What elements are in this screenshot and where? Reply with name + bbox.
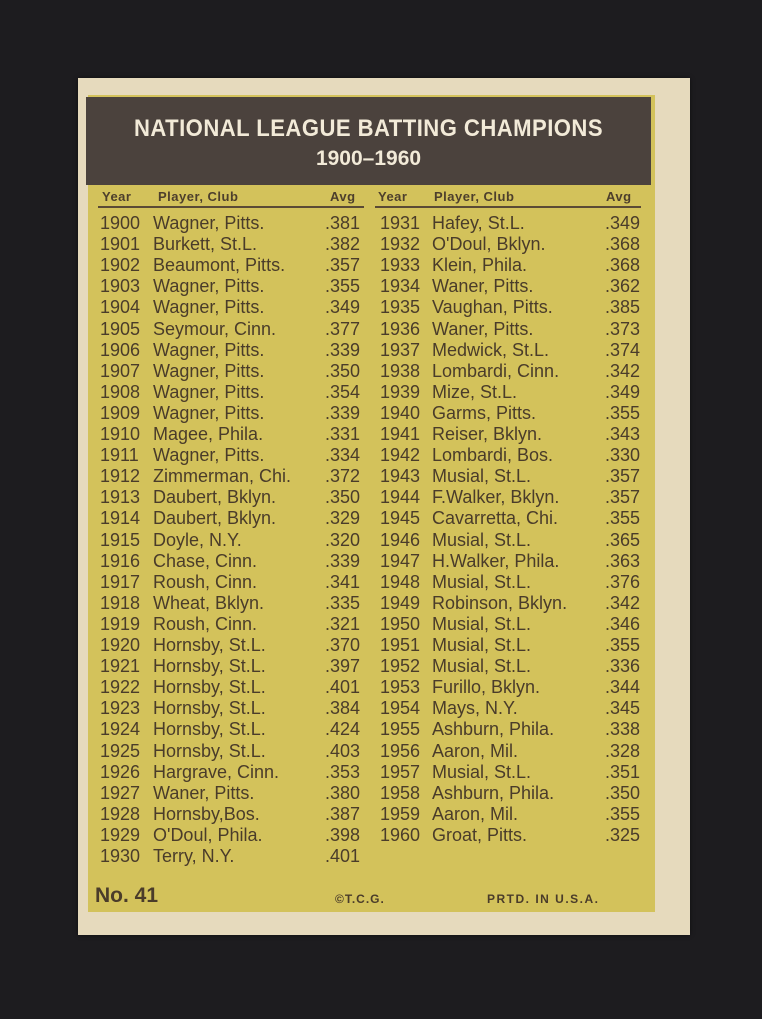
player-cell: Ashburn, Phila. — [432, 782, 555, 803]
player-cell: Groat, Pitts. — [432, 824, 528, 845]
player-cell: Lombardi, Bos. — [432, 445, 554, 466]
avg-cell: .320 — [324, 529, 360, 550]
year-cell: 1919 — [100, 613, 141, 634]
player-cell: Musial, St.L. — [432, 613, 532, 634]
col-avg-right: Avg — [606, 189, 632, 204]
table-row — [0, 635, 762, 656]
year-cell: 1918 — [100, 592, 141, 613]
year-cell: 1938 — [380, 360, 421, 381]
year-cell: 1960 — [380, 824, 421, 845]
avg-cell: .345 — [604, 698, 640, 719]
player-cell: Hornsby, St.L. — [153, 719, 266, 740]
table-row — [0, 783, 762, 804]
player-cell: Hafey, St.L. — [432, 213, 525, 233]
year-cell: 1931 — [380, 213, 421, 233]
year-cell: 1945 — [380, 508, 421, 529]
player-cell: Wagner, Pitts. — [153, 402, 265, 423]
year-cell: 1925 — [100, 740, 141, 761]
avg-cell: .339 — [324, 402, 360, 423]
player-cell: Beaumont, Pitts. — [153, 255, 286, 276]
avg-cell: .328 — [604, 740, 640, 761]
player-cell: Daubert, Bklyn. — [153, 487, 277, 508]
year-cell: 1917 — [100, 571, 141, 592]
player-cell: Garms, Pitts. — [432, 402, 537, 423]
table-row — [0, 741, 762, 762]
table-row — [0, 551, 762, 572]
avg-cell: .342 — [604, 592, 640, 613]
player-cell: Wagner, Pitts. — [153, 276, 265, 297]
year-cell: 1901 — [100, 234, 141, 255]
avg-cell: .355 — [604, 508, 640, 529]
table-row — [0, 719, 762, 740]
table-row — [0, 762, 762, 783]
printed-in: PRTD. IN U.S.A. — [487, 892, 600, 906]
player-cell: Roush, Cinn. — [153, 571, 258, 592]
table-row — [0, 340, 762, 361]
player-cell: Wagner, Pitts. — [153, 381, 265, 402]
year-cell: 1935 — [380, 297, 421, 318]
player-cell: Mize, St.L. — [432, 381, 518, 402]
year-cell: 1902 — [100, 255, 141, 276]
avg-cell: .382 — [324, 234, 360, 255]
player-cell: Mays, N.Y. — [432, 698, 518, 719]
year-cell: 1948 — [380, 571, 421, 592]
table-row — [0, 466, 762, 487]
year-cell: 1907 — [100, 360, 141, 381]
card-title: NATIONAL LEAGUE BATTING CHAMPIONS — [133, 115, 604, 142]
player-cell: Chase, Cinn. — [153, 550, 258, 571]
col-player-right: Player, Club — [434, 189, 515, 204]
year-cell: 1958 — [380, 782, 421, 803]
year-cell: 1946 — [380, 529, 421, 550]
table-row — [0, 593, 762, 614]
avg-cell: .374 — [604, 339, 640, 360]
col-avg-left: Avg — [330, 189, 356, 204]
table-row — [0, 656, 762, 677]
year-cell: 1908 — [100, 381, 141, 402]
year-cell: 1904 — [100, 297, 141, 318]
player-cell: Waner, Pitts. — [432, 318, 534, 339]
avg-cell: .357 — [324, 255, 360, 276]
player-cell: Robinson, Bklyn. — [432, 592, 568, 613]
year-cell: 1949 — [380, 592, 421, 613]
year-cell: 1913 — [100, 487, 141, 508]
year-cell: 1927 — [100, 782, 141, 803]
table-row — [0, 403, 762, 424]
avg-cell: .351 — [604, 761, 640, 782]
avg-cell: .397 — [324, 656, 360, 677]
avg-cell: .357 — [604, 487, 640, 508]
avg-cell: .355 — [604, 803, 640, 824]
player-cell: Klein, Phila. — [432, 255, 528, 276]
table-row — [0, 297, 762, 318]
year-cell: 1920 — [100, 635, 141, 655]
year-cell: 1921 — [100, 656, 141, 677]
avg-cell: .349 — [604, 213, 640, 233]
table-row — [0, 382, 762, 403]
col-player-left: Player, Club — [158, 189, 239, 204]
avg-cell: .354 — [324, 381, 360, 402]
player-cell: Hargrave, Cinn. — [153, 761, 280, 782]
player-cell: O'Doul, Phila. — [153, 824, 263, 845]
avg-cell: .339 — [324, 339, 360, 360]
avg-cell: .403 — [324, 740, 360, 761]
col-year-left: Year — [102, 189, 132, 204]
table-row — [0, 698, 762, 719]
avg-cell: .346 — [604, 613, 640, 634]
card-number: No. 41 — [95, 884, 159, 907]
year-cell: 1922 — [100, 677, 141, 698]
avg-cell: .349 — [324, 297, 360, 318]
table-row — [0, 276, 762, 297]
player-cell: Musial, St.L. — [432, 529, 532, 550]
avg-cell: .362 — [604, 276, 640, 297]
player-cell: Waner, Pitts. — [432, 276, 534, 297]
avg-cell: .344 — [604, 677, 640, 698]
avg-cell: .329 — [324, 508, 360, 529]
table-row — [0, 424, 762, 445]
year-cell: 1903 — [100, 276, 141, 297]
player-cell: Wagner, Pitts. — [153, 360, 265, 381]
player-cell: Hornsby, St.L. — [153, 677, 266, 698]
avg-cell: .355 — [604, 635, 640, 655]
player-cell: F.Walker, Bklyn. — [432, 487, 560, 508]
player-cell: Aaron, Mil. — [432, 740, 519, 761]
avg-cell: .334 — [324, 445, 360, 466]
avg-cell: .401 — [324, 846, 360, 866]
table-row — [0, 234, 762, 255]
avg-cell: .349 — [604, 381, 640, 402]
year-cell: 1954 — [380, 698, 421, 719]
avg-cell: .338 — [604, 719, 640, 740]
year-cell: 1906 — [100, 339, 141, 360]
table-row — [0, 319, 762, 340]
player-cell: Cavarretta, Chi. — [432, 508, 559, 529]
year-cell: 1900 — [100, 213, 141, 233]
avg-cell: .339 — [324, 550, 360, 571]
avg-cell: .385 — [604, 297, 640, 318]
year-cell: 1942 — [380, 445, 421, 466]
header-band — [86, 97, 651, 185]
avg-cell: .368 — [604, 255, 640, 276]
avg-cell: .321 — [324, 613, 360, 634]
player-cell: Lombardi, Cinn. — [432, 360, 560, 381]
player-cell: Musial, St.L. — [432, 761, 532, 782]
table-row — [0, 361, 762, 382]
player-cell: Hornsby, St.L. — [153, 656, 266, 677]
year-cell: 1928 — [100, 803, 141, 824]
player-cell: Musial, St.L. — [432, 635, 532, 655]
player-cell: Wagner, Pitts. — [153, 339, 265, 360]
card-subtitle: 1900–1960 — [315, 147, 422, 170]
table-row — [0, 804, 762, 825]
avg-cell: .368 — [604, 234, 640, 255]
avg-cell: .377 — [324, 318, 360, 339]
year-cell: 1911 — [100, 445, 139, 466]
avg-cell: .370 — [324, 635, 360, 655]
year-cell: 1934 — [380, 276, 421, 297]
year-cell: 1956 — [380, 740, 421, 761]
table-row — [0, 825, 762, 846]
avg-cell: .350 — [604, 782, 640, 803]
avg-cell: .365 — [604, 529, 640, 550]
player-cell: Ashburn, Phila. — [432, 719, 555, 740]
year-cell: 1951 — [380, 635, 421, 655]
year-cell: 1950 — [380, 613, 421, 634]
header-rule-left — [98, 206, 364, 208]
player-cell: Hornsby,Bos. — [153, 803, 260, 824]
year-cell: 1941 — [380, 424, 421, 444]
player-cell: Furillo, Bklyn. — [432, 677, 541, 698]
avg-cell: .424 — [324, 719, 360, 740]
avg-cell: .357 — [604, 466, 640, 487]
player-cell: Terry, N.Y. — [153, 846, 235, 866]
year-cell: 1930 — [100, 846, 141, 866]
player-cell: Magee, Phila. — [153, 424, 264, 444]
table-row — [0, 572, 762, 593]
player-cell: Aaron, Mil. — [432, 803, 519, 824]
avg-cell: .376 — [604, 571, 640, 592]
year-cell: 1944 — [380, 487, 421, 508]
avg-cell: .401 — [324, 677, 360, 698]
avg-cell: .325 — [604, 824, 640, 845]
avg-cell: .330 — [604, 445, 640, 466]
player-cell: Roush, Cinn. — [153, 613, 258, 634]
table-row — [0, 677, 762, 698]
col-year-right: Year — [378, 189, 408, 204]
avg-cell: .350 — [324, 487, 360, 508]
avg-cell: .380 — [324, 782, 360, 803]
player-cell: Wheat, Bklyn. — [153, 592, 265, 613]
year-cell: 1953 — [380, 677, 421, 698]
player-cell: Doyle, N.Y. — [153, 529, 242, 550]
player-cell: Reiser, Bklyn. — [432, 424, 543, 444]
player-cell: Daubert, Bklyn. — [153, 508, 277, 529]
avg-cell: .363 — [604, 550, 640, 571]
player-cell: Musial, St.L. — [432, 656, 532, 677]
player-cell: O'Doul, Bklyn. — [432, 234, 546, 255]
table-row — [0, 508, 762, 529]
year-cell: 1936 — [380, 318, 421, 339]
table-row — [0, 445, 762, 466]
year-cell: 1947 — [380, 550, 421, 571]
player-cell: Zimmerman, Chi. — [153, 466, 292, 487]
year-cell: 1933 — [380, 255, 421, 276]
avg-cell: .398 — [324, 824, 360, 845]
avg-cell: .342 — [604, 360, 640, 381]
avg-cell: .384 — [324, 698, 360, 719]
year-cell: 1952 — [380, 656, 421, 677]
table-row — [0, 487, 762, 508]
year-cell: 1905 — [100, 318, 141, 339]
player-cell: Wagner, Pitts. — [153, 297, 265, 318]
player-cell: Musial, St.L. — [432, 466, 532, 487]
year-cell: 1939 — [380, 381, 421, 402]
player-cell: Medwick, St.L. — [432, 339, 550, 360]
avg-cell: .341 — [324, 571, 360, 592]
player-cell: Seymour, Cinn. — [153, 318, 277, 339]
year-cell: 1909 — [100, 402, 141, 423]
year-cell: 1943 — [380, 466, 421, 487]
table-row — [0, 530, 762, 551]
year-cell: 1937 — [380, 339, 421, 360]
avg-cell: .331 — [324, 424, 360, 444]
player-cell: H.Walker, Phila. — [432, 550, 560, 571]
avg-cell: .335 — [324, 592, 360, 613]
year-cell: 1955 — [380, 719, 421, 740]
year-cell: 1929 — [100, 824, 141, 845]
header-rule-right — [375, 206, 641, 208]
avg-cell: .373 — [604, 318, 640, 339]
avg-cell: .372 — [324, 466, 360, 487]
year-cell: 1915 — [100, 529, 141, 550]
player-cell: Wagner, Pitts. — [153, 213, 265, 233]
year-cell: 1959 — [380, 803, 421, 824]
player-cell: Wagner, Pitts. — [153, 445, 265, 466]
year-cell: 1914 — [100, 508, 141, 529]
year-cell: 1957 — [380, 761, 421, 782]
player-cell: Burkett, St.L. — [153, 234, 258, 255]
table-row — [0, 846, 762, 867]
year-cell: 1916 — [100, 550, 141, 571]
avg-cell: .355 — [324, 276, 360, 297]
avg-cell: .381 — [324, 213, 360, 233]
avg-cell: .353 — [324, 761, 360, 782]
table-row — [0, 213, 762, 234]
year-cell: 1910 — [100, 424, 141, 444]
year-cell: 1940 — [380, 402, 421, 423]
avg-cell: .336 — [604, 656, 640, 677]
player-cell: Hornsby, St.L. — [153, 698, 266, 719]
year-cell: 1932 — [380, 234, 421, 255]
player-cell: Vaughan, Pitts. — [432, 297, 553, 318]
avg-cell: .350 — [324, 360, 360, 381]
year-cell: 1926 — [100, 761, 141, 782]
player-cell: Hornsby, St.L. — [153, 635, 266, 655]
player-cell: Waner, Pitts. — [153, 782, 255, 803]
table-row — [0, 255, 762, 276]
table-row — [0, 614, 762, 635]
year-cell: 1923 — [100, 698, 141, 719]
player-cell: Musial, St.L. — [432, 571, 532, 592]
year-cell: 1912 — [100, 466, 141, 487]
avg-cell: .355 — [604, 402, 640, 423]
copyright: ©T.C.G. — [335, 892, 385, 906]
avg-cell: .343 — [604, 424, 640, 444]
player-cell: Hornsby, St.L. — [153, 740, 266, 761]
year-cell: 1924 — [100, 719, 141, 740]
avg-cell: .387 — [324, 803, 360, 824]
